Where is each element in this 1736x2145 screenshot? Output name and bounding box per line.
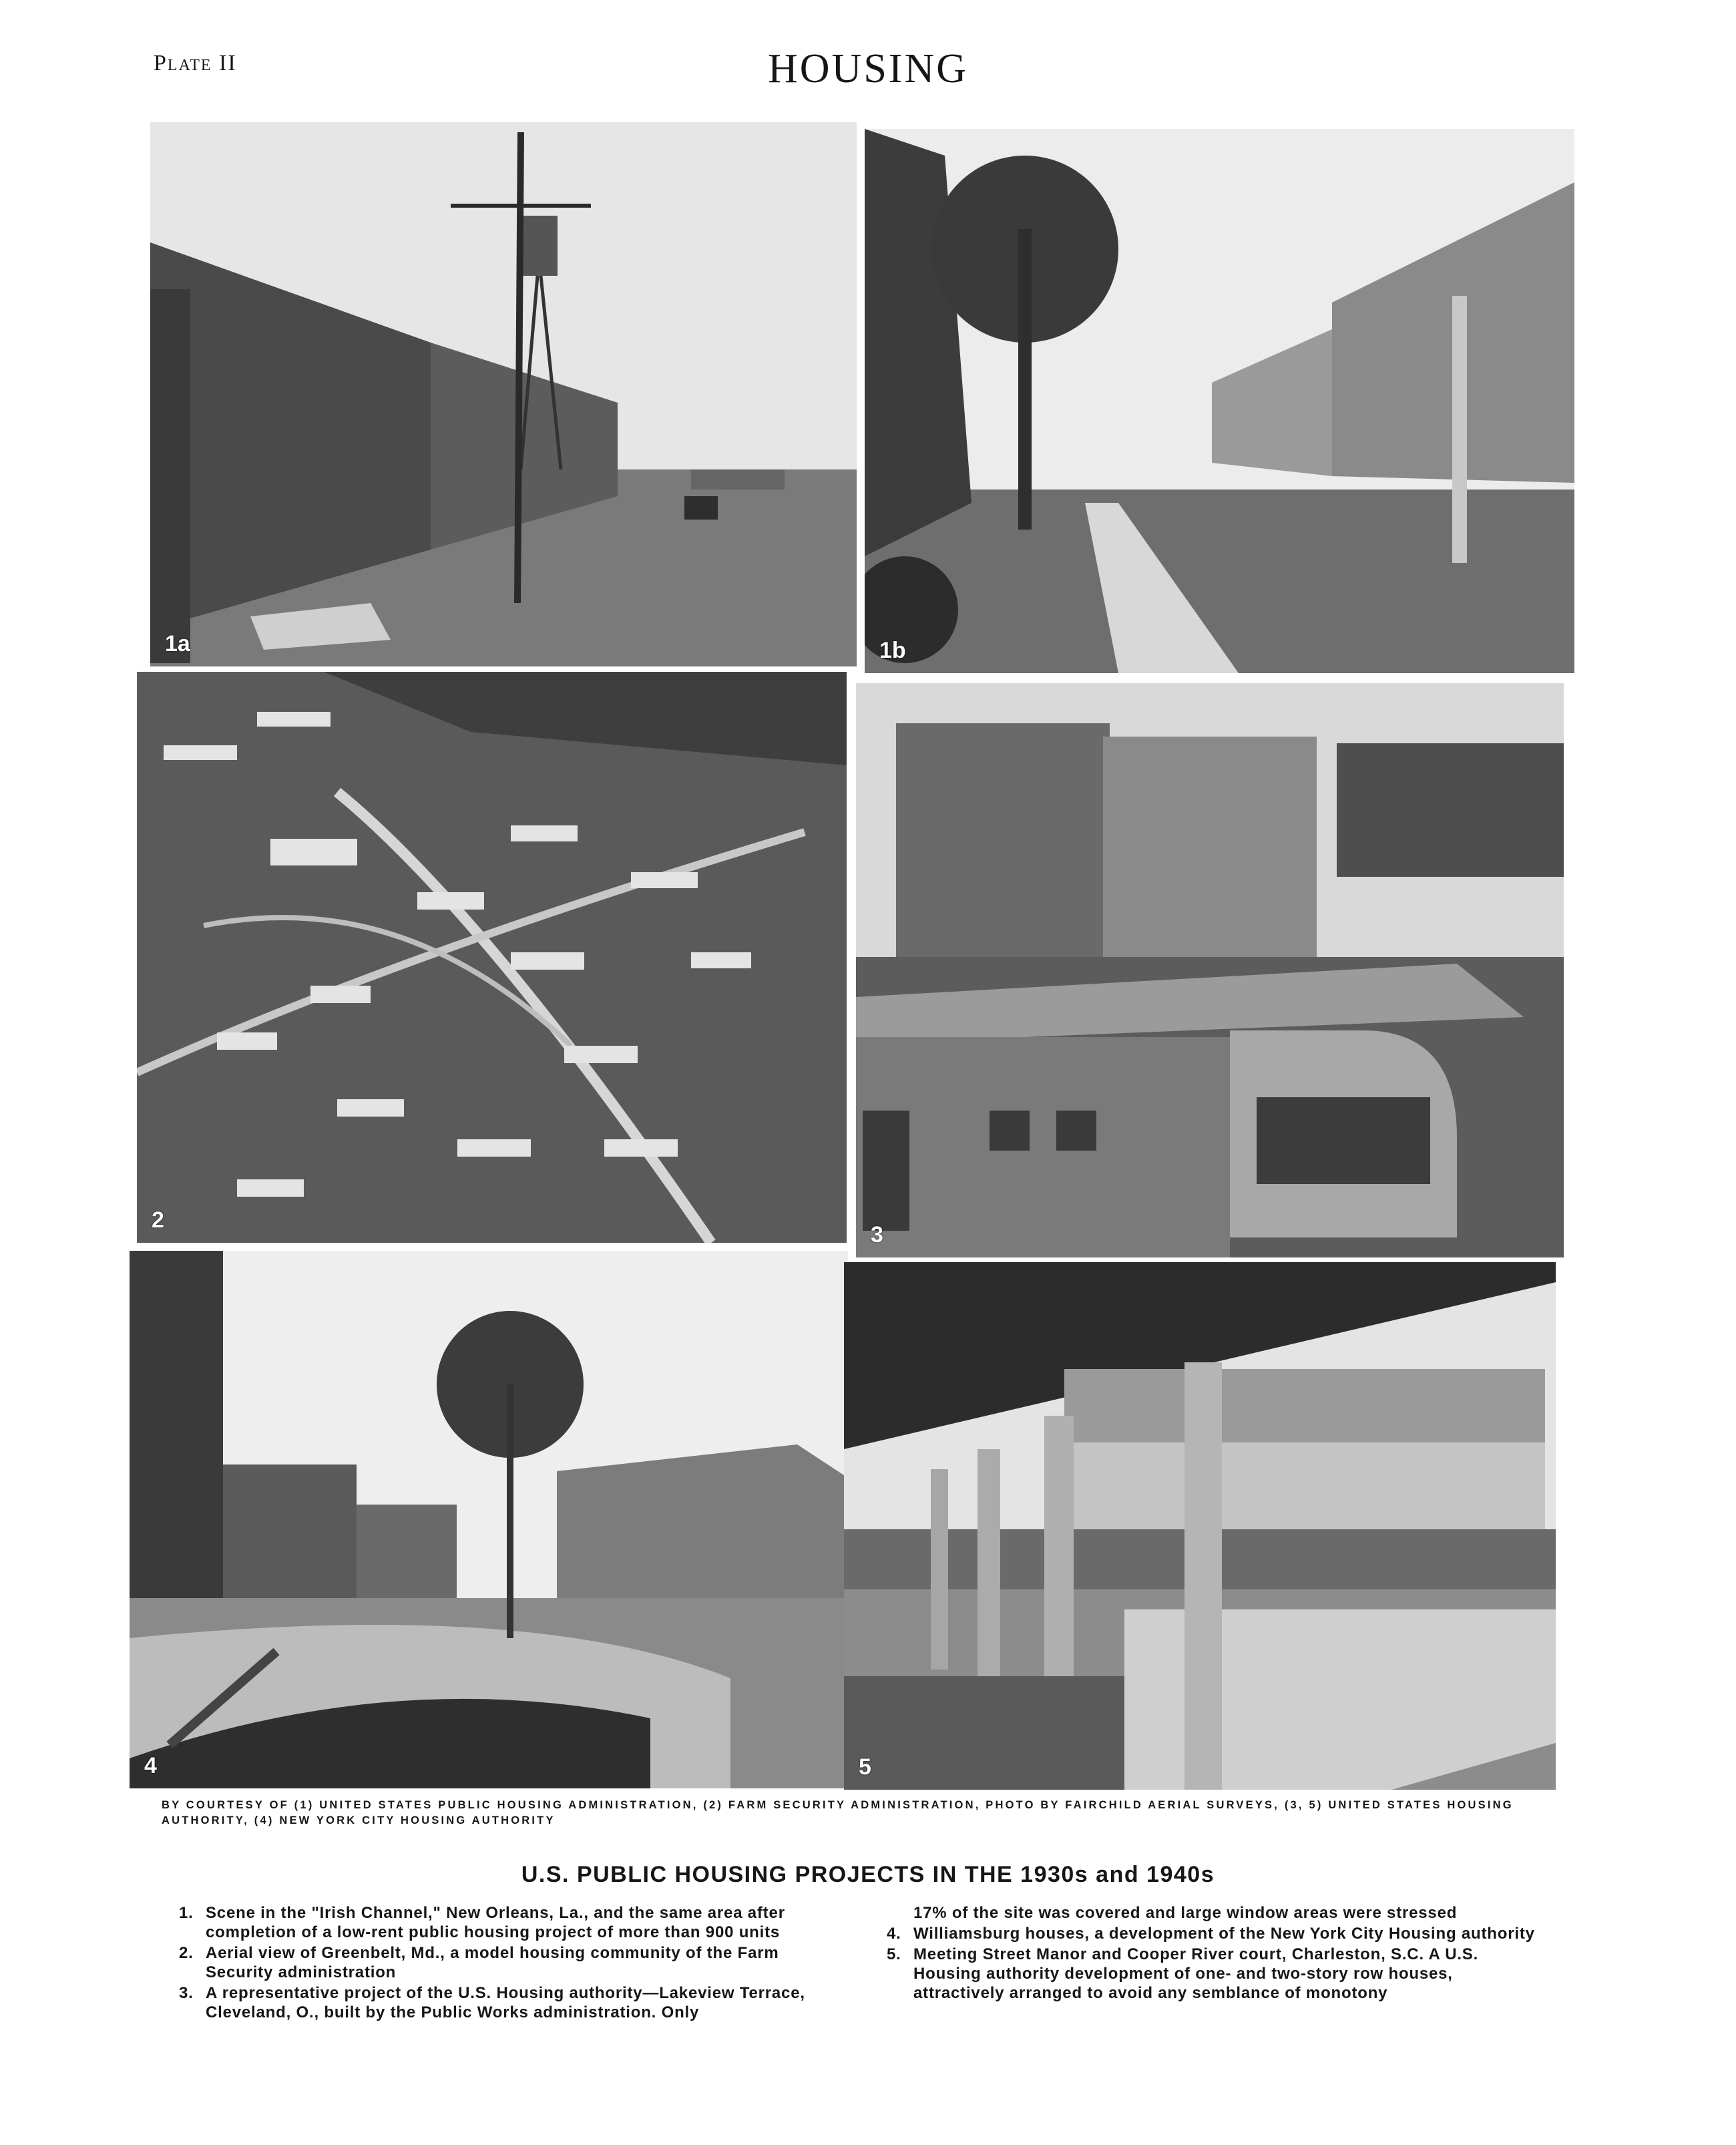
photo-1a — [150, 122, 857, 666]
captions-right-column — [868, 1903, 1536, 2004]
caption-number: 5. — [887, 1945, 901, 1963]
caption-item-5 — [868, 1945, 1536, 2003]
photo-credit-line-1: BY COURTESY OF (1) UNITED STATES PUBLIC HOUSING ADMINISTRATION, (2) FARM SECURITY ADMINISTRATION, PHOTO BY FAIRCHILD AERIAL SURVEYS, (3, 5) UNITED STATES HOUSING — [162, 1799, 1514, 1811]
photo-1b-label: 1b — [879, 638, 906, 663]
photo-3-image — [856, 683, 1564, 1257]
caption-text: Meeting Street Manor and Cooper River court, Charleston, S.C. A U.S. Housing authority development of one- and two-story row houses, attractively arranged to avoid any semblance of monotony — [913, 1945, 1479, 2002]
photo-1a-image — [150, 122, 857, 666]
caption-text: A representative project of the U.S. Housing authority—Lakeview Terrace, Cleveland, O., built by the Public Works administration. Only — [206, 1984, 805, 2021]
caption-text: Scene in the "Irish Channel," New Orleans, La., and the same area after completion of a low-rent public housing project of more than 900 units — [206, 1904, 785, 1941]
caption-item-4 — [868, 1924, 1536, 1943]
photo-1b-image — [865, 129, 1574, 673]
captions-left-column — [160, 1903, 828, 2023]
photo-3-label: 3 — [871, 1222, 883, 1247]
caption-heading: U.S. PUBLIC HOUSING PROJECTS IN THE 1930s and 1940s — [521, 1862, 1215, 1887]
photo-credit — [162, 1798, 1524, 1828]
photo-4 — [130, 1251, 848, 1788]
caption-number: 4. — [887, 1925, 901, 1943]
caption-text: Aerial view of Greenbelt, Md., a model housing community of the Farm Security administration — [206, 1944, 779, 1981]
caption-item-3-continued: 17% of the site was covered and large window areas were stressed — [913, 1904, 1458, 1922]
caption-number: 2. — [179, 1944, 194, 1962]
photo-1a-label: 1a — [165, 631, 190, 656]
photo-2-label: 2 — [152, 1207, 164, 1233]
photo-4-label: 4 — [144, 1753, 157, 1778]
photo-5-label: 5 — [859, 1754, 871, 1780]
plate-number: Plate II — [154, 51, 237, 75]
photo-credit-line-2: AUTHORITY, (4) NEW YORK CITY HOUSING AUTHORITY — [162, 1814, 556, 1826]
photo-1b — [865, 129, 1574, 673]
caption-number: 3. — [179, 1984, 194, 2002]
caption-item-2 — [160, 1943, 828, 1982]
plate-title: HOUSING — [768, 46, 968, 91]
photo-2 — [137, 672, 847, 1243]
caption-item-3 — [160, 1983, 828, 2022]
photo-5-image — [844, 1262, 1556, 1790]
caption-item-1 — [160, 1903, 828, 1942]
photo-4-image — [130, 1251, 848, 1788]
photo-2-image — [137, 672, 847, 1243]
caption-number: 1. — [179, 1904, 194, 1922]
caption-text: Williamsburg houses, a development of the New York City Housing authority — [913, 1925, 1535, 1943]
photo-5 — [844, 1262, 1556, 1790]
photo-3 — [856, 683, 1564, 1257]
